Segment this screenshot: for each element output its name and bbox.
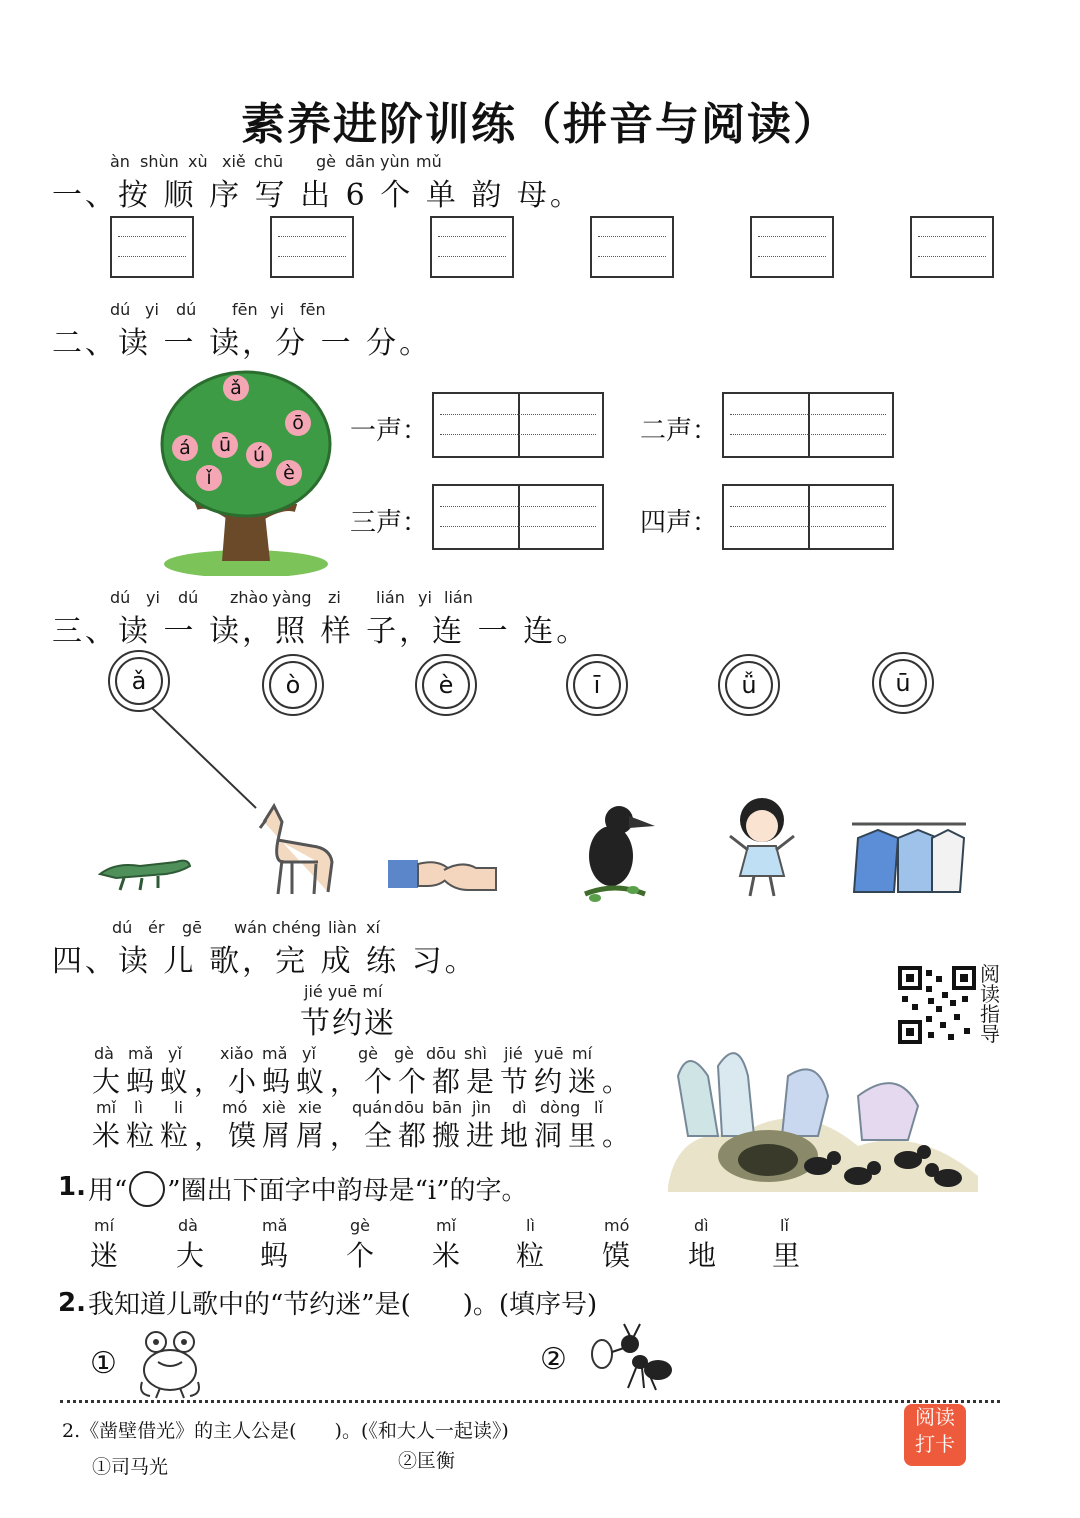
pinyin: dú [178, 588, 199, 607]
section-heading: 一、按 顺 序 写 出 6 个 单 韵 母。 [52, 178, 583, 213]
option-number[interactable]: ① [90, 1346, 117, 1381]
pinyin: dōu [394, 1098, 425, 1117]
pinyin: liàn [328, 918, 357, 937]
pinyin: lì [134, 1098, 143, 1117]
pinyin: dú [110, 588, 131, 607]
pinyin: dà [178, 1216, 198, 1235]
pinyin: shùn [140, 152, 179, 171]
character-option[interactable]: 迷 [90, 1239, 119, 1272]
poem-line-2: 米粒粒，馍屑屑，全都搬进地洞里。 [92, 1119, 637, 1152]
pinyin: dà [94, 1044, 114, 1063]
crocodile-icon[interactable] [96, 848, 192, 896]
pinyin: fēn [300, 300, 326, 319]
option-number[interactable]: ② [540, 1342, 567, 1377]
pinyin: yǐ [168, 1044, 182, 1063]
question-2: 我知道儿歌中的“节约迷”是( )。(填序号) [88, 1290, 598, 1320]
extra-option[interactable]: ②匡衡 [398, 1450, 456, 1472]
pinyin: lǐ [594, 1098, 603, 1117]
section-heading: 三、读 一 读，照 样 子，连 一 连。 [52, 614, 590, 649]
qr-code-icon[interactable] [898, 966, 976, 1044]
pinyin: li [174, 1098, 183, 1117]
pinyin: mǎ [128, 1044, 154, 1063]
extra-option[interactable]: ①司马光 [92, 1456, 169, 1478]
pinyin: mǐ [436, 1216, 457, 1235]
pinyin: gē [182, 918, 202, 937]
pinyin: zi [328, 588, 341, 607]
ant-icon[interactable] [590, 1322, 676, 1394]
pinyin: mó [604, 1216, 630, 1235]
pinyin: lián [376, 588, 405, 607]
section-heading: 二、读 一 读，分 一 分。 [52, 326, 433, 361]
page-title: 素养进阶训练（拼音与阅读） [241, 99, 839, 150]
pinyin: yùn [380, 152, 410, 171]
pinyin: àn [110, 152, 130, 171]
qr-label: 阅读指导 [980, 962, 1000, 1046]
pinyin: gè [394, 1044, 414, 1063]
pinyin: chéng [272, 918, 322, 937]
letter: ò [269, 661, 317, 709]
pinyin: mǎ [262, 1044, 288, 1063]
apple-letter: ǐ [196, 465, 222, 491]
separator [60, 1400, 1000, 1403]
tone-label: 二声： [640, 416, 719, 446]
pinyin: mǎ [262, 1216, 288, 1235]
pinyin: dōu [426, 1044, 457, 1063]
apple-letter: è [276, 460, 302, 486]
pinyin: yi [145, 300, 159, 319]
pinyin: yàng [272, 588, 312, 607]
question-1 [88, 1170, 528, 1207]
tone-label: 三声： [350, 508, 429, 538]
pinyin: dú [176, 300, 197, 319]
character-option[interactable]: 粒 [516, 1239, 545, 1272]
pinyin: zhào [230, 588, 269, 607]
handshake-icon[interactable] [388, 850, 498, 900]
pinyin: jìn [472, 1098, 492, 1117]
pinyin: jié [504, 1044, 523, 1063]
pinyin: dòng [540, 1098, 581, 1117]
pinyin: lǐ [780, 1216, 789, 1235]
pinyin: quán [352, 1098, 393, 1117]
crow-icon[interactable] [575, 798, 659, 910]
pinyin: chū [254, 152, 284, 171]
letter: ū [879, 659, 927, 707]
pinyin: dú [110, 300, 131, 319]
pinyin: xí [366, 918, 380, 937]
pinyin: xiǎo [220, 1044, 254, 1063]
character-option[interactable]: 米 [432, 1239, 461, 1272]
pinyin: fēn [232, 300, 258, 319]
apple-letter: ū [212, 432, 238, 458]
pinyin: yi [146, 588, 160, 607]
character-option[interactable]: 蚂 [260, 1239, 289, 1272]
pinyin: ér [148, 918, 165, 937]
section-heading: 四、读 儿 歌，完 成 练 习。 [52, 944, 478, 979]
pinyin: bān [432, 1098, 463, 1117]
pinyin: mǔ [416, 152, 442, 171]
character-option[interactable]: 个 [346, 1239, 375, 1272]
pinyin: dú [112, 918, 133, 937]
character-option[interactable]: 地 [688, 1239, 717, 1272]
pinyin: yi [418, 588, 432, 607]
stamp-line: 打卡 [915, 1432, 955, 1456]
letter: ī [573, 661, 621, 709]
frog-icon[interactable] [134, 1326, 206, 1400]
character-option[interactable]: 馍 [602, 1239, 631, 1272]
apple-letter: á [172, 435, 198, 461]
pinyin: xiě [222, 152, 246, 171]
circle-symbol-icon [129, 1171, 165, 1207]
pinyin: xù [188, 152, 208, 171]
pinyin: mó [222, 1098, 248, 1117]
ants-illustration [658, 1036, 988, 1196]
girl-icon[interactable] [720, 792, 804, 904]
horse-icon[interactable] [252, 800, 342, 900]
pinyin: mí [572, 1044, 593, 1063]
pinyin: dān [345, 152, 376, 171]
pinyin: wán [234, 918, 268, 937]
question-1-text-a: 用“ [88, 1176, 128, 1206]
pinyin: xie [298, 1098, 322, 1117]
stamp-line: 阅读 [915, 1405, 955, 1429]
question-number: 1. [58, 1172, 86, 1202]
pinyin: shì [464, 1044, 487, 1063]
poem-line-1: 大蚂蚁，小蚂蚁，个个都是节约迷。 [92, 1065, 637, 1098]
reading-checkin-button[interactable] [904, 1404, 966, 1466]
question-1-text-b: ”圈出下面字中韵母是“i”的字。 [167, 1176, 528, 1206]
letter: ǚ [725, 661, 773, 709]
pinyin: yǐ [302, 1044, 316, 1063]
pinyin: xiè [262, 1098, 286, 1117]
apple-letter: ǎ [223, 375, 249, 401]
poem-title: 节约迷 [300, 1006, 396, 1041]
pinyin: gè [358, 1044, 378, 1063]
pinyin: dì [512, 1098, 527, 1117]
letter: è [422, 661, 470, 709]
tone-label: 一声： [350, 416, 429, 446]
pinyin: yuē [534, 1044, 564, 1063]
pinyin: lián [444, 588, 473, 607]
poem-title-pinyin: jié yuē mí [304, 982, 383, 1001]
extra-question: 2.《凿壁借光》的主人公是( )。(《和大人一起读》) [62, 1420, 509, 1442]
tone-label: 四声： [640, 508, 719, 538]
pinyin: lì [526, 1216, 535, 1235]
clothes-icon[interactable] [848, 818, 970, 898]
apple-letter: ú [246, 442, 272, 468]
pinyin: gè [350, 1216, 370, 1235]
letter: ǎ [115, 657, 163, 705]
pinyin: mí [94, 1216, 115, 1235]
apple-letter: ō [285, 410, 311, 436]
pinyin: dì [694, 1216, 709, 1235]
pinyin: yi [270, 300, 284, 319]
pinyin: mǐ [96, 1098, 117, 1117]
pinyin: gè [316, 152, 336, 171]
question-number: 2. [58, 1288, 86, 1318]
character-option[interactable]: 大 [176, 1239, 205, 1272]
character-option[interactable]: 里 [772, 1239, 801, 1272]
